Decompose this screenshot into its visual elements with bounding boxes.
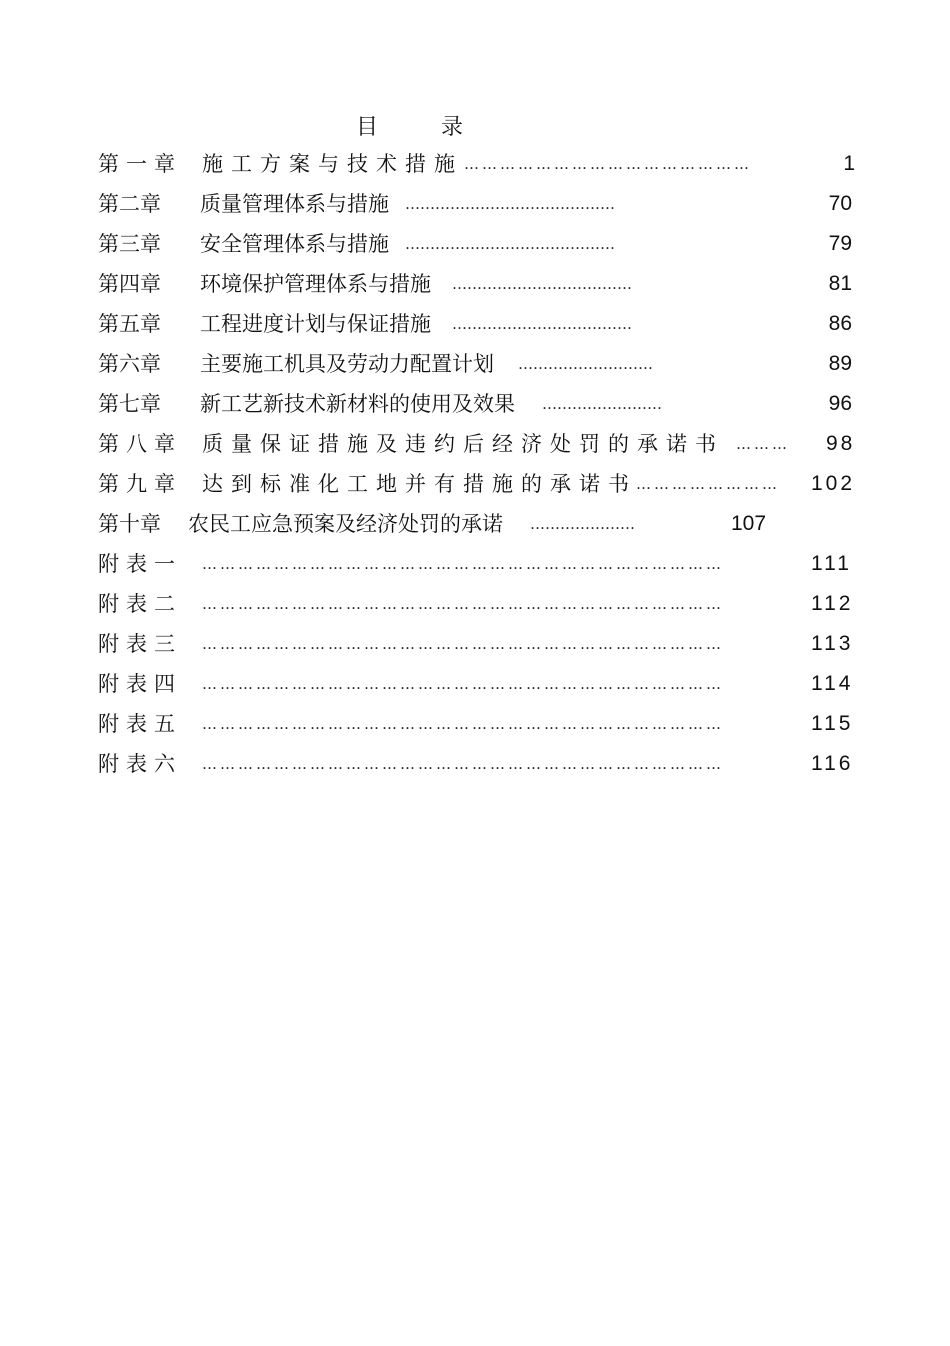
toc-chapter-label: 第五章	[98, 312, 161, 336]
toc-entry-appendix-6[interactable]	[0, 744, 950, 784]
toc-dot-leader: ………………………………	[452, 315, 632, 333]
toc-chapter-label: 第三章	[98, 232, 161, 256]
toc-entry-appendix-1[interactable]	[0, 544, 950, 584]
toc-page-number: 112	[811, 592, 854, 615]
toc-dot-leader: ……………………………………………………………………………	[202, 635, 724, 653]
toc-entry-chapter-4[interactable]	[0, 264, 950, 304]
toc-page-number: 98	[826, 432, 856, 455]
toc-page-number: 116	[811, 752, 854, 775]
toc-page-number: 96	[828, 392, 852, 415]
toc-entry-title: 工程进度计划与保证措施	[200, 312, 431, 336]
toc-dot-leader: …………………	[530, 515, 635, 533]
toc-dot-leader: ……………………	[542, 395, 662, 413]
toc-dot-leader: ……………………………………………………………………………	[202, 675, 724, 693]
toc-chapter-label: 第八章	[98, 432, 182, 456]
toc-page-number: 1	[843, 152, 855, 175]
toc-chapter-label: 第七章	[98, 392, 161, 416]
toc-entry-chapter-2[interactable]	[0, 184, 950, 224]
toc-page-number: 107	[731, 512, 767, 535]
toc-chapter-label: 第一章	[98, 152, 182, 176]
toc-page-number: 113	[811, 632, 854, 655]
toc-chapter-label: 附表四	[98, 672, 182, 696]
toc-title: 目 录	[356, 115, 491, 140]
toc-page-number: 114	[811, 672, 854, 695]
toc-entry-chapter-10[interactable]	[0, 504, 950, 544]
toc-chapter-label: 附表六	[98, 752, 182, 776]
toc-page-number: 102	[811, 472, 856, 495]
toc-chapter-label: 附表一	[98, 552, 182, 576]
toc-page-number: 79	[828, 232, 852, 255]
toc-entry-title: 质量保证措施及违约后经济处罚的承诺书	[202, 432, 724, 456]
toc-entry-title: 新工艺新技术新材料的使用及效果	[200, 392, 515, 416]
toc-dot-leader: ………………………………	[452, 275, 632, 293]
toc-dot-leader: ……………………………………………………………………………	[202, 595, 724, 613]
toc-dot-leader: ……………………………………	[405, 195, 615, 213]
toc-entry-title: 农民工应急预案及经济处罚的承诺	[188, 512, 503, 536]
toc-entry-appendix-5[interactable]	[0, 704, 950, 744]
toc-dot-leader: ……………………………………	[405, 235, 615, 253]
toc-chapter-label: 第四章	[98, 272, 161, 296]
toc-page-number: 70	[828, 192, 852, 215]
toc-dot-leader: ……………………………………………………………………………	[202, 715, 724, 733]
toc-entry-chapter-9[interactable]	[0, 464, 950, 504]
toc-entry-appendix-4[interactable]	[0, 664, 950, 704]
toc-entry-chapter-3[interactable]	[0, 224, 950, 264]
toc-dot-leader: …………………………………………	[464, 155, 752, 173]
toc-entry-chapter-8[interactable]	[0, 424, 950, 464]
toc-chapter-label: 第二章	[98, 192, 161, 216]
toc-entry-title: 环境保护管理体系与措施	[200, 272, 431, 296]
toc-page-number: 115	[811, 712, 854, 735]
toc-chapter-label: 第十章	[98, 512, 161, 536]
toc-entry-chapter-6[interactable]	[0, 344, 950, 384]
toc-entry-appendix-2[interactable]	[0, 584, 950, 624]
toc-entry-chapter-7[interactable]	[0, 384, 950, 424]
toc-entry-title: 安全管理体系与措施	[200, 232, 389, 256]
toc-entry-title: 质量管理体系与措施	[200, 192, 389, 216]
toc-page-number: 81	[828, 272, 852, 295]
toc-entry-chapter-5[interactable]	[0, 304, 950, 344]
toc-page-number: 89	[828, 352, 852, 375]
toc-dot-leader: ………………………	[518, 355, 653, 373]
toc-chapter-label: 附表三	[98, 632, 182, 656]
toc-page-number: 111	[811, 552, 852, 575]
toc-entry-title: 施工方案与技术措施	[202, 152, 463, 176]
toc-chapter-label: 第六章	[98, 352, 161, 376]
toc-dot-leader: ………	[736, 435, 790, 453]
toc-page-number: 86	[828, 312, 852, 335]
toc-dot-leader: ……………………………………………………………………………	[202, 555, 724, 573]
toc-entry-chapter-1[interactable]	[0, 144, 950, 184]
toc-chapter-label: 附表五	[98, 712, 182, 736]
toc-chapter-label: 第九章	[98, 472, 182, 496]
toc-chapter-label: 附表二	[98, 592, 182, 616]
toc-dot-leader: ……………………………………………………………………………	[202, 755, 724, 773]
toc-entry-appendix-3[interactable]	[0, 624, 950, 664]
toc-dot-leader: ……………………	[636, 475, 780, 493]
toc-entry-title: 达到标准化工地并有措施的承诺书	[202, 472, 637, 496]
toc-entry-title: 主要施工机具及劳动力配置计划	[200, 352, 494, 376]
